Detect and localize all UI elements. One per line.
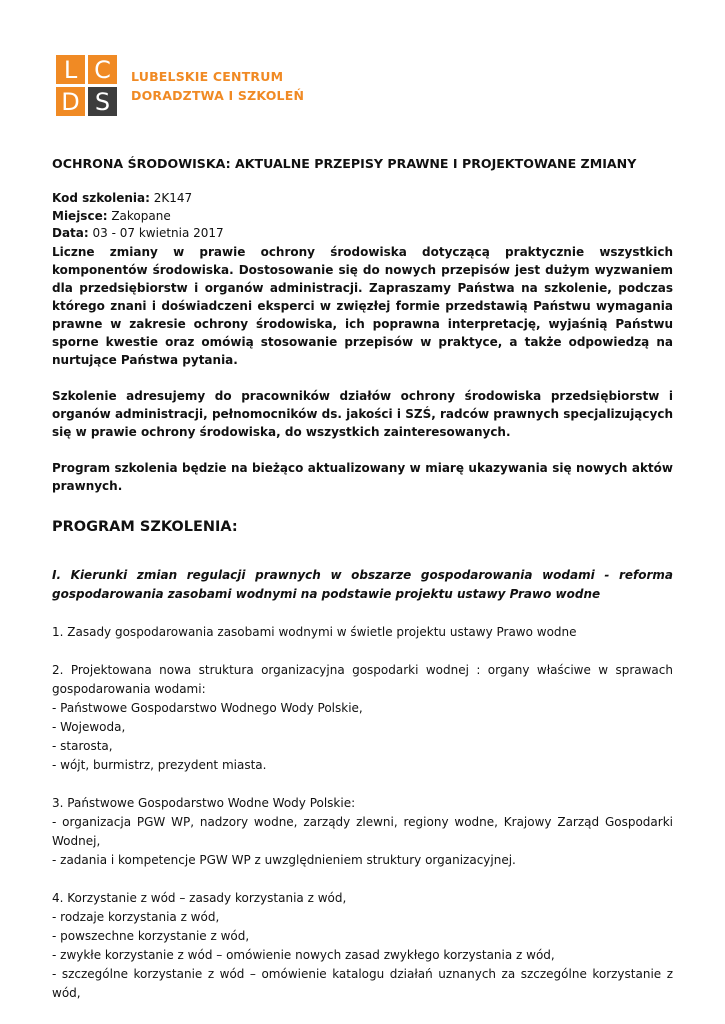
logo-mark	[56, 55, 117, 116]
point-3-sub: - zadania i kompetencje PGW WP z uwzględnieniem struktury organizacyjnej.	[52, 852, 516, 867]
meta-place	[52, 208, 673, 226]
logo-letter-l: L	[56, 55, 85, 84]
point-4-sub: - rodzaje korzystania z wód,	[52, 909, 220, 924]
point-1: 1. Zasady gospodarowania zasobami wodnymi w świetle projektu ustawy Prawo wodne	[52, 624, 577, 639]
intro-paragraph: Liczne zmiany w prawie ochrony środowiska dotyczącą praktycznie wszystkich komponentów środowiska. Dostosowanie się do nowych przepisów jest dużym wyzwaniem dla przedsiębiorstw i organów administracji. Zapraszamy Państwa na szkolenie, podczas którego znani i doświadczeni eksperci w zwięzłej formie przedstawią Państwu wymagania prawne w zakresie ochrony środowiska, ich poprawna interpretację, wyjaśnią Państwu sporne kwestie oraz omówią stosowanie przepisów w praktyce, a także odpowiedzą na nurtujące Państwa pytania.	[52, 244, 673, 367]
meta-place-value: Zakopane	[111, 208, 171, 223]
program-heading: PROGRAM SZKOLENIA:	[52, 518, 238, 535]
point-4-sub: - zwykłe korzystanie z wód – omówienie nowych zasad zwykłego korzystania z wód,	[52, 947, 555, 962]
logo-line-1: LUBELSKIE CENTRUM	[131, 68, 284, 84]
point-2-sub: - wójt, burmistrz, prezydent miasta.	[52, 757, 267, 772]
update-note: Program szkolenia będzie na bieżąco aktualizowany w miarę ukazywania się nowych aktów prawnych.	[52, 460, 673, 493]
training-meta	[52, 190, 673, 243]
section-heading: I. Kierunki zmian regulacji prawnych w obszarze gospodarowania wodami - reforma gospodarowania zasobami wodnymi na podstawie projektu ustawy Prawo wodne	[52, 567, 673, 601]
logo-wordmark	[131, 67, 304, 105]
meta-place-label: Miejsce:	[52, 208, 108, 223]
point-4: 4. Korzystanie z wód – zasady korzystania z wód,	[52, 890, 347, 905]
meta-code-value: 2K147	[153, 191, 193, 205]
logo-letter-d: D	[56, 87, 85, 116]
point-2-sub: - Wojewoda,	[52, 719, 126, 734]
audience-paragraph: Szkolenie adresujemy do pracowników działów ochrony środowiska przedsiębiorstw i organów administracji, pełnomocników ds. jakości i SZŚ, radców prawnych specjalizujących się w prawie ochrony środowiska, do wszystkich zainteresowanych.	[52, 388, 673, 439]
logo-line-2: DORADZTWA I SZKOLEŃ	[131, 87, 305, 103]
meta-date-label: Data:	[52, 226, 89, 240]
point-2-sub: - Państwowe Gospodarstwo Wodnego Wody Polskie,	[52, 700, 363, 715]
meta-date	[52, 225, 673, 243]
logo	[56, 55, 304, 116]
point-3-sub: - organizacja PGW WP, nadzory wodne, zarządy zlewni, regiony wodne, Krajowy Zarząd Gospodarki Wodnej,	[52, 814, 673, 848]
point-4-sub: - szczególne korzystanie z wód – omówienie katalogu działań uznanych za szczególne korzystanie z wód,	[52, 966, 673, 1000]
meta-code	[52, 190, 673, 208]
document-body	[52, 155, 673, 1003]
meta-code-label: Kod szkolenia:	[52, 191, 150, 205]
logo-letter-c: C	[88, 55, 117, 84]
point-2-sub: - starosta,	[52, 738, 113, 753]
meta-date-value: 03 - 07 kwietnia 2017	[92, 226, 224, 240]
logo-letter-s: S	[88, 87, 117, 116]
point-3: 3. Państwowe Gospodarstwo Wodne Wody Polskie:	[52, 795, 356, 810]
point-2: 2. Projektowana nowa struktura organizacyjna gospodarki wodnej : organy właściwe w sprawach gospodarowania wodami:	[52, 662, 673, 696]
point-4-sub: - powszechne korzystanie z wód,	[52, 928, 250, 943]
document-title: OCHRONA ŚRODOWISKA: AKTUALNE PRZEPISY PRAWNE I PROJEKTOWANE ZMIANY	[52, 156, 637, 171]
